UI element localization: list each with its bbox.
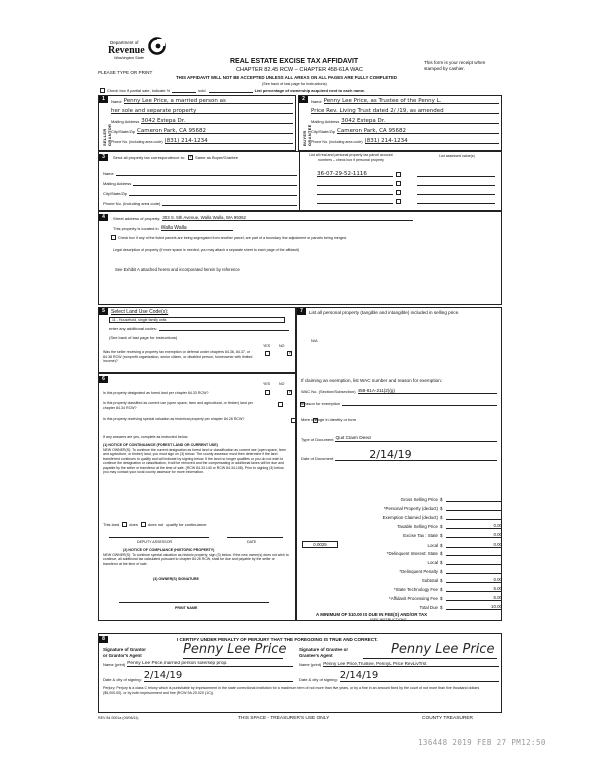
if-yes-note: If any answers are yes, complete as instructed below. — [103, 435, 189, 439]
seller-name-label: Name — [111, 99, 122, 104]
qualify-label: qualify for continuance. — [166, 522, 208, 527]
buyer-side-label: BUYER GRANTEE — [302, 124, 312, 146]
does-checkbox[interactable] — [122, 522, 127, 527]
section-correspondence — [98, 151, 502, 211]
grantor-name: Penny Lee Price,married person sole/sep prop. — [127, 661, 293, 667]
does-not-checkbox[interactable] — [141, 522, 146, 527]
fee-label: Gross Selling Price — [400, 497, 438, 502]
fee-row — [298, 595, 502, 601]
fee-row — [298, 514, 502, 520]
fee-row — [298, 541, 502, 548]
sold-field[interactable] — [209, 88, 253, 93]
buyer-name-line2: Price Rev. Living Trust dated 2/ /19, as amended — [311, 108, 499, 114]
fee-row — [298, 550, 502, 556]
corr-address-label: Mailing Address — [103, 181, 132, 186]
fee-dollar: $ — [440, 596, 443, 601]
fee-label: Subtotal — [421, 578, 438, 583]
fee-row — [298, 559, 502, 565]
fee-label: Local — [427, 560, 438, 565]
grantor-name-label: Name (print) — [103, 662, 126, 667]
additional-codes-field[interactable] — [159, 325, 289, 331]
revenue-logo — [104, 36, 174, 66]
doc-type: Quit Claim Deed — [335, 436, 497, 442]
perjury-notice: Perjury: Perjury is a class C felony which is punishable by imprisonment in the state correctional institution for a maximum term of not more than five years, or by a fine in an amount fixed by the court of not more than five thousand dollars ($5,000.00), or by both imprisonment and fine (RCW 9A.20.020 (1C)). — [103, 686, 480, 695]
seller-side-label: SELLER GRANTOR — [102, 123, 112, 146]
fee-value[interactable] — [446, 550, 502, 556]
section-certification — [98, 633, 502, 713]
corr-city-field[interactable] — [129, 190, 297, 196]
legal-description-exhibit: See Exhibit A attached hereto and incorporated herein by reference — [115, 267, 240, 272]
fee-row — [298, 577, 502, 583]
parcel-field-3[interactable] — [317, 189, 393, 195]
notice-compliance-title: (2) NOTICE OF COMPLIANCE (HISTORIC PROPERTY) — [123, 548, 215, 552]
forest-no-checkbox[interactable] — [287, 390, 292, 395]
partial-percent-field[interactable] — [172, 88, 196, 93]
reason-label: Reason for exemption — [301, 401, 341, 406]
notice-continuance-title: (1) NOTICE OF CONTINUANCE (FOREST LAND OR CURRENT USE) — [103, 443, 218, 447]
additional-codes-label: enter any additional codes: — [109, 326, 157, 331]
print-name-label: PRINT NAME — [175, 606, 198, 610]
fee-dollar: $ — [440, 506, 443, 511]
fee-value[interactable]: 0.00 — [446, 542, 502, 548]
local-rate-field[interactable]: 0.0025 — [302, 541, 338, 548]
doc-date: 2/14/19 — [335, 449, 497, 461]
segregated-label: Check box if any of the listed parcels are being segregated from another parcel, are part of a boundary line adjustment or parcels being merged. — [118, 236, 347, 240]
fee-label: Total Due — [419, 605, 438, 610]
fee-row — [298, 568, 502, 574]
owner-signature-label: (3) OWNER(S) SIGNATURE — [153, 577, 199, 581]
fee-value[interactable]: 0.00 — [446, 532, 502, 538]
exemption-question: Was the seller receiving a property tax exemption or deferral under chapters 84.36, 84.37, or 84.38 RCW (nonprofit organization, senior citizen, or disabled person, homeowner with limited income)? — [103, 350, 253, 364]
current-use-question: Is this property classified as current use (open space, farm and agricultural, or timber) land per chapter 84.34 RCW? — [103, 401, 254, 410]
street-label: Street address of property: — [113, 216, 161, 221]
corr-name-label: Name — [103, 171, 114, 176]
historic-yes-checkbox[interactable] — [291, 418, 296, 423]
section-property — [98, 211, 502, 305]
fee-value[interactable]: 0.00 — [446, 577, 502, 583]
seller-address-label: Mailing Address — [111, 119, 140, 124]
buyer-name-line1: Penny Lee Price, as Trustee of the Penny L. — [324, 98, 499, 104]
grantee-date-label: Date & city of signing: — [299, 677, 338, 682]
fee-dollar: $ — [440, 533, 443, 538]
fee-dollar: $ — [440, 551, 443, 556]
assessed-field-4[interactable] — [417, 203, 495, 204]
notice-compliance-body: NEW OWNER(S): To continue special valuation as historic property, sign (3) below. If the new owner(s) does not wish to continue, all additional tax calculated pursuant to chapter 84.26 RCW, shall be due and payable by the seller or transferor at the time of sale. — [103, 553, 289, 566]
section-6-badge: 6 — [99, 376, 108, 383]
fee-value[interactable] — [446, 505, 502, 511]
located-label: This property is located in — [113, 226, 159, 231]
form-title: REAL ESTATE EXCISE TAX AFFIDAVIT — [230, 58, 359, 65]
fee-dollar: $ — [440, 578, 443, 583]
fee-label: *State Technology Fee — [393, 587, 438, 592]
seller-address: 3042 Estepa Dr. — [141, 118, 293, 124]
section-8-badge: 8 — [99, 636, 108, 643]
fee-label: *Personal Property (deduct) — [383, 506, 438, 511]
fee-dollar: $ — [440, 569, 443, 574]
corr-phone-label: Phone No. (including area code) — [103, 201, 161, 206]
current-use-yes-checkbox[interactable] — [278, 402, 283, 407]
fee-dollar: $ — [440, 497, 443, 502]
section-5-badge: 5 — [99, 308, 108, 315]
please-type: PLEASE TYPE OR PRINT — [98, 70, 153, 75]
fee-row — [298, 523, 502, 529]
see-back: (See back of last page for instructions) — [262, 82, 327, 86]
claiming-exemption-label: If claiming an exemption, list WAC number and reason for exemption: — [301, 378, 443, 383]
fee-label: *Delinquent Interest: State — [386, 551, 438, 556]
legal-description-label: Legal description of property (if more space is needed, you may attach a separate sheet to each page of the affidavit) — [113, 248, 300, 252]
section-forest-land — [98, 373, 296, 621]
does-label: does — [129, 522, 138, 527]
fee-value[interactable]: 5.00 — [446, 595, 502, 601]
fee-dollar: $ — [440, 605, 443, 610]
fee-label: Local — [427, 543, 438, 548]
parcel-field-2[interactable] — [317, 180, 393, 186]
wac-number: 458-61A-211(2)(g) — [358, 388, 497, 394]
doc-date-label: Date of Document — [301, 456, 334, 461]
land-use-select[interactable]: 11 - Household, single family units — [109, 317, 285, 323]
fee-row — [298, 586, 502, 592]
forest-yes-checkbox[interactable] — [265, 390, 270, 395]
parcel-number: 36-07-29-52-1116 — [317, 171, 393, 177]
reason-text: Mere change in identity or form — [301, 417, 357, 422]
personal-property-value: N/A — [311, 338, 318, 343]
fee-label: Excise Tax : State — [403, 533, 438, 538]
form-chapter: CHAPTER 82.45 RCW – CHAPTER 458-61A WAC — [236, 67, 363, 73]
fee-label: Exemption Claimed (deduct) — [382, 515, 438, 520]
fee-value[interactable] — [446, 559, 502, 565]
segregated-checkbox[interactable] — [111, 235, 116, 240]
does-not-label: does not — [147, 522, 164, 527]
grantee-name-label: Name (print) — [299, 662, 322, 667]
form-revision: REV 84 0001a (09/06/11) — [98, 716, 139, 720]
reason-field[interactable] — [342, 400, 497, 406]
treasurer-use-only: THIS SPACE - TREASURER'S USE ONLY — [238, 716, 330, 721]
seller-name-line2: her sole and separate property — [111, 108, 293, 114]
buyer-address: 3042 Estepa Dr. — [341, 118, 499, 124]
owner-print-name-field[interactable] — [119, 602, 269, 603]
grantor-sig-line[interactable] — [183, 658, 283, 659]
seller-city-label: City/State/Zip — [111, 129, 136, 134]
form-warning: THIS AFFIDAVIT WILL NOT BE ACCEPTED UNLESS ALL AREAS ON ALL PAGES ARE FULLY COMPLETED — [176, 75, 398, 80]
assessed-field-2[interactable] — [417, 185, 495, 186]
parcel-2-checkbox[interactable] — [396, 181, 401, 186]
buyer-city: Cameron Park, CA 95682 — [337, 128, 499, 134]
send-correspondence-label: Send all property tax correspondence to: — [113, 155, 186, 160]
seller-phone-label: Phone No. (including area code) — [111, 140, 163, 144]
doc-type-label: Type of Document — [301, 437, 334, 442]
dept-line: Department of — [110, 40, 139, 45]
buyer-phone-label: Phone No. (including area code) — [311, 140, 363, 144]
s5-yes-header: YES — [263, 344, 271, 348]
fee-dollar: $ — [440, 515, 443, 520]
fee-row — [298, 604, 502, 610]
wac-label: WAC No. (Section/Subsection) — [301, 389, 356, 394]
assessed-field-1[interactable] — [417, 176, 495, 177]
partial-sale-row — [100, 88, 500, 93]
notice-continuance-body: NEW OWNER(S): To continue the current designation as forest land or classification as current use (open space, farm and agriculture, or timber) land, you must sign on (3) below. The county assessor must then determine if the land transferred continues to qualify and will indicate by signing below. If the land no longer qualifies or you do not wish to continue the designation or classification, it will be removed and the compensating or additional taxes will be due and payable by the seller or transferor at the time of sale. (RCW 84.33.140 or RCW 84.34.108). Prior to signing (3) below, you may contact your local county assessor for more information. — [103, 448, 286, 475]
fee-label: Taxable Selling Price — [397, 524, 438, 529]
corr-address-field[interactable] — [133, 180, 297, 186]
grantee-signature: Penny Lee Price — [391, 642, 495, 657]
seller-phone: (831) 214-1234 — [165, 138, 293, 144]
corr-city-label: City/State/Zip — [103, 191, 128, 196]
assessed-header: List assessed value(s) — [439, 154, 475, 158]
grantee-sig-line[interactable] — [363, 658, 497, 659]
corr-name-field[interactable] — [116, 170, 297, 176]
buyer-city-label: City/State/Zip — [311, 129, 336, 134]
parcel-field-4[interactable] — [317, 198, 393, 204]
same-as-buyer-label: Same as Buyer/Grantee — [195, 155, 238, 160]
fee-value[interactable] — [446, 514, 502, 520]
state-line: Washington State — [114, 56, 144, 60]
fee-label: *Affidavit Processing Fee — [389, 596, 438, 601]
fee-dollar: $ — [440, 543, 443, 548]
parcel-header: List all real and personal property tax parcel account numbers – check box if personal property — [309, 153, 393, 162]
seller-city: Cameron Park, CA 95682 — [137, 128, 293, 134]
section-7-badge: 7 — [297, 308, 306, 315]
personal-property-label: List all personal property (tangible and intangible) included in selling price. — [309, 310, 460, 315]
seller-name-line1: Penny Lee Price, a married person as — [124, 98, 293, 104]
deputy-date-label: DATE — [247, 540, 257, 544]
section-seller — [98, 95, 296, 151]
this-land-label: This land — [103, 522, 120, 527]
street-address: 303 S. 5th Avenue, Walla Walla, WA 99362 — [162, 215, 413, 221]
fee-row — [298, 505, 502, 511]
deputy-date-field[interactable] — [227, 537, 283, 538]
fee-value[interactable] — [446, 568, 502, 574]
s6-no-header: NO — [279, 382, 285, 386]
section-buyer — [298, 95, 502, 151]
grantor-date-label: Date & city of signing: — [103, 677, 142, 682]
logo-swoosh-icon — [146, 36, 168, 56]
fee-label: *Delinquent Penalty — [399, 569, 438, 574]
parcel-personal-checkbox[interactable] — [396, 172, 401, 177]
grantor-date: 2/14/19 — [144, 671, 293, 682]
grantor-signature: Penny Lee Price — [183, 642, 287, 657]
sold-label: sold. — [198, 88, 207, 93]
land-use-label: Select Land Use Code(s): — [111, 309, 169, 315]
located-county: Walla Walla — [161, 225, 233, 231]
fee-value[interactable]: 10.00 — [446, 604, 502, 610]
fee-dollar: $ — [440, 560, 443, 565]
fee-row — [298, 496, 502, 502]
fee-value[interactable]: 0.00 — [446, 523, 502, 529]
s6-yes-header: YES — [263, 382, 271, 386]
section-1-badge: 1 — [99, 96, 108, 103]
fee-value[interactable] — [446, 496, 502, 502]
forest-question: Is this property designated as forest land per chapter 84.33 RCW? — [103, 391, 209, 395]
receipt-note: This form is your receipt when stamped by cashier. — [424, 60, 486, 71]
same-as-buyer-checkbox[interactable] — [188, 155, 193, 160]
grantee-date: 2/14/19 — [340, 671, 499, 682]
grantee-name: Penny Lee Price,Trustee, PennyL Price RevLivTrst — [323, 661, 499, 667]
ownership-label: List percentage of ownership acquired next to each name. — [254, 88, 366, 93]
fee-dollar: $ — [440, 587, 443, 592]
buyer-phone: (831) 214-1234 — [365, 138, 499, 144]
revenue-wordmark: Revenue — [108, 45, 145, 56]
parcel-3-checkbox[interactable] — [396, 190, 401, 195]
corr-phone-field[interactable] — [162, 200, 297, 206]
section-land-use — [98, 307, 296, 373]
fee-dollar: $ — [440, 524, 443, 529]
fee-row — [298, 532, 502, 538]
partial-sale-label: Check box if partial sale, indicate % — [107, 88, 171, 93]
county-treasurer: COUNTY TREASURER — [422, 716, 473, 721]
deputy-signature-field[interactable] — [109, 537, 209, 538]
buyer-address-label: Mailing Address — [311, 119, 340, 124]
historic-question: Is this property receiving special valuation as historical property per chapter 84.26 RCW? — [103, 417, 245, 421]
grantor-sig-label: Signature of Grantor or Grantor's Agent — [103, 647, 146, 658]
grantee-sig-label: Signature of Grantee or Grantee's Agent — [299, 647, 349, 658]
assessed-field-3[interactable] — [417, 194, 495, 195]
treasurer-stamp: 136448 2019 FEB 27 PM12:50 — [418, 738, 546, 747]
partial-sale-checkbox[interactable] — [100, 88, 105, 93]
parcel-4-checkbox[interactable] — [396, 199, 401, 204]
deputy-label: DEPUTY ASSESSOR — [137, 540, 173, 544]
section-3-badge: 3 — [99, 154, 108, 161]
section-4-badge: 4 — [99, 214, 108, 221]
s5-no-header: NO — [279, 344, 285, 348]
certify-statement: I CERTIFY UNDER PENALTY OF PERJURY THAT THE FOREGOING IS TRUE AND CORRECT. — [177, 637, 378, 642]
buyer-name-label: Name — [311, 99, 322, 104]
section-2-badge: 2 — [299, 96, 308, 103]
see-instructions-note: *SEE INSTRUCTIONS — [370, 618, 407, 622]
minimum-due-note: A MINIMUM OF $10.00 IS DUE IN FEE(S) AND/OR TAX — [316, 612, 428, 617]
exemption-no-checkbox[interactable] — [287, 351, 292, 356]
fee-value[interactable]: 5.00 — [446, 586, 502, 592]
land-use-see-back: (See back of last page for instructions) — [109, 335, 178, 340]
exemption-yes-checkbox[interactable] — [265, 351, 270, 356]
